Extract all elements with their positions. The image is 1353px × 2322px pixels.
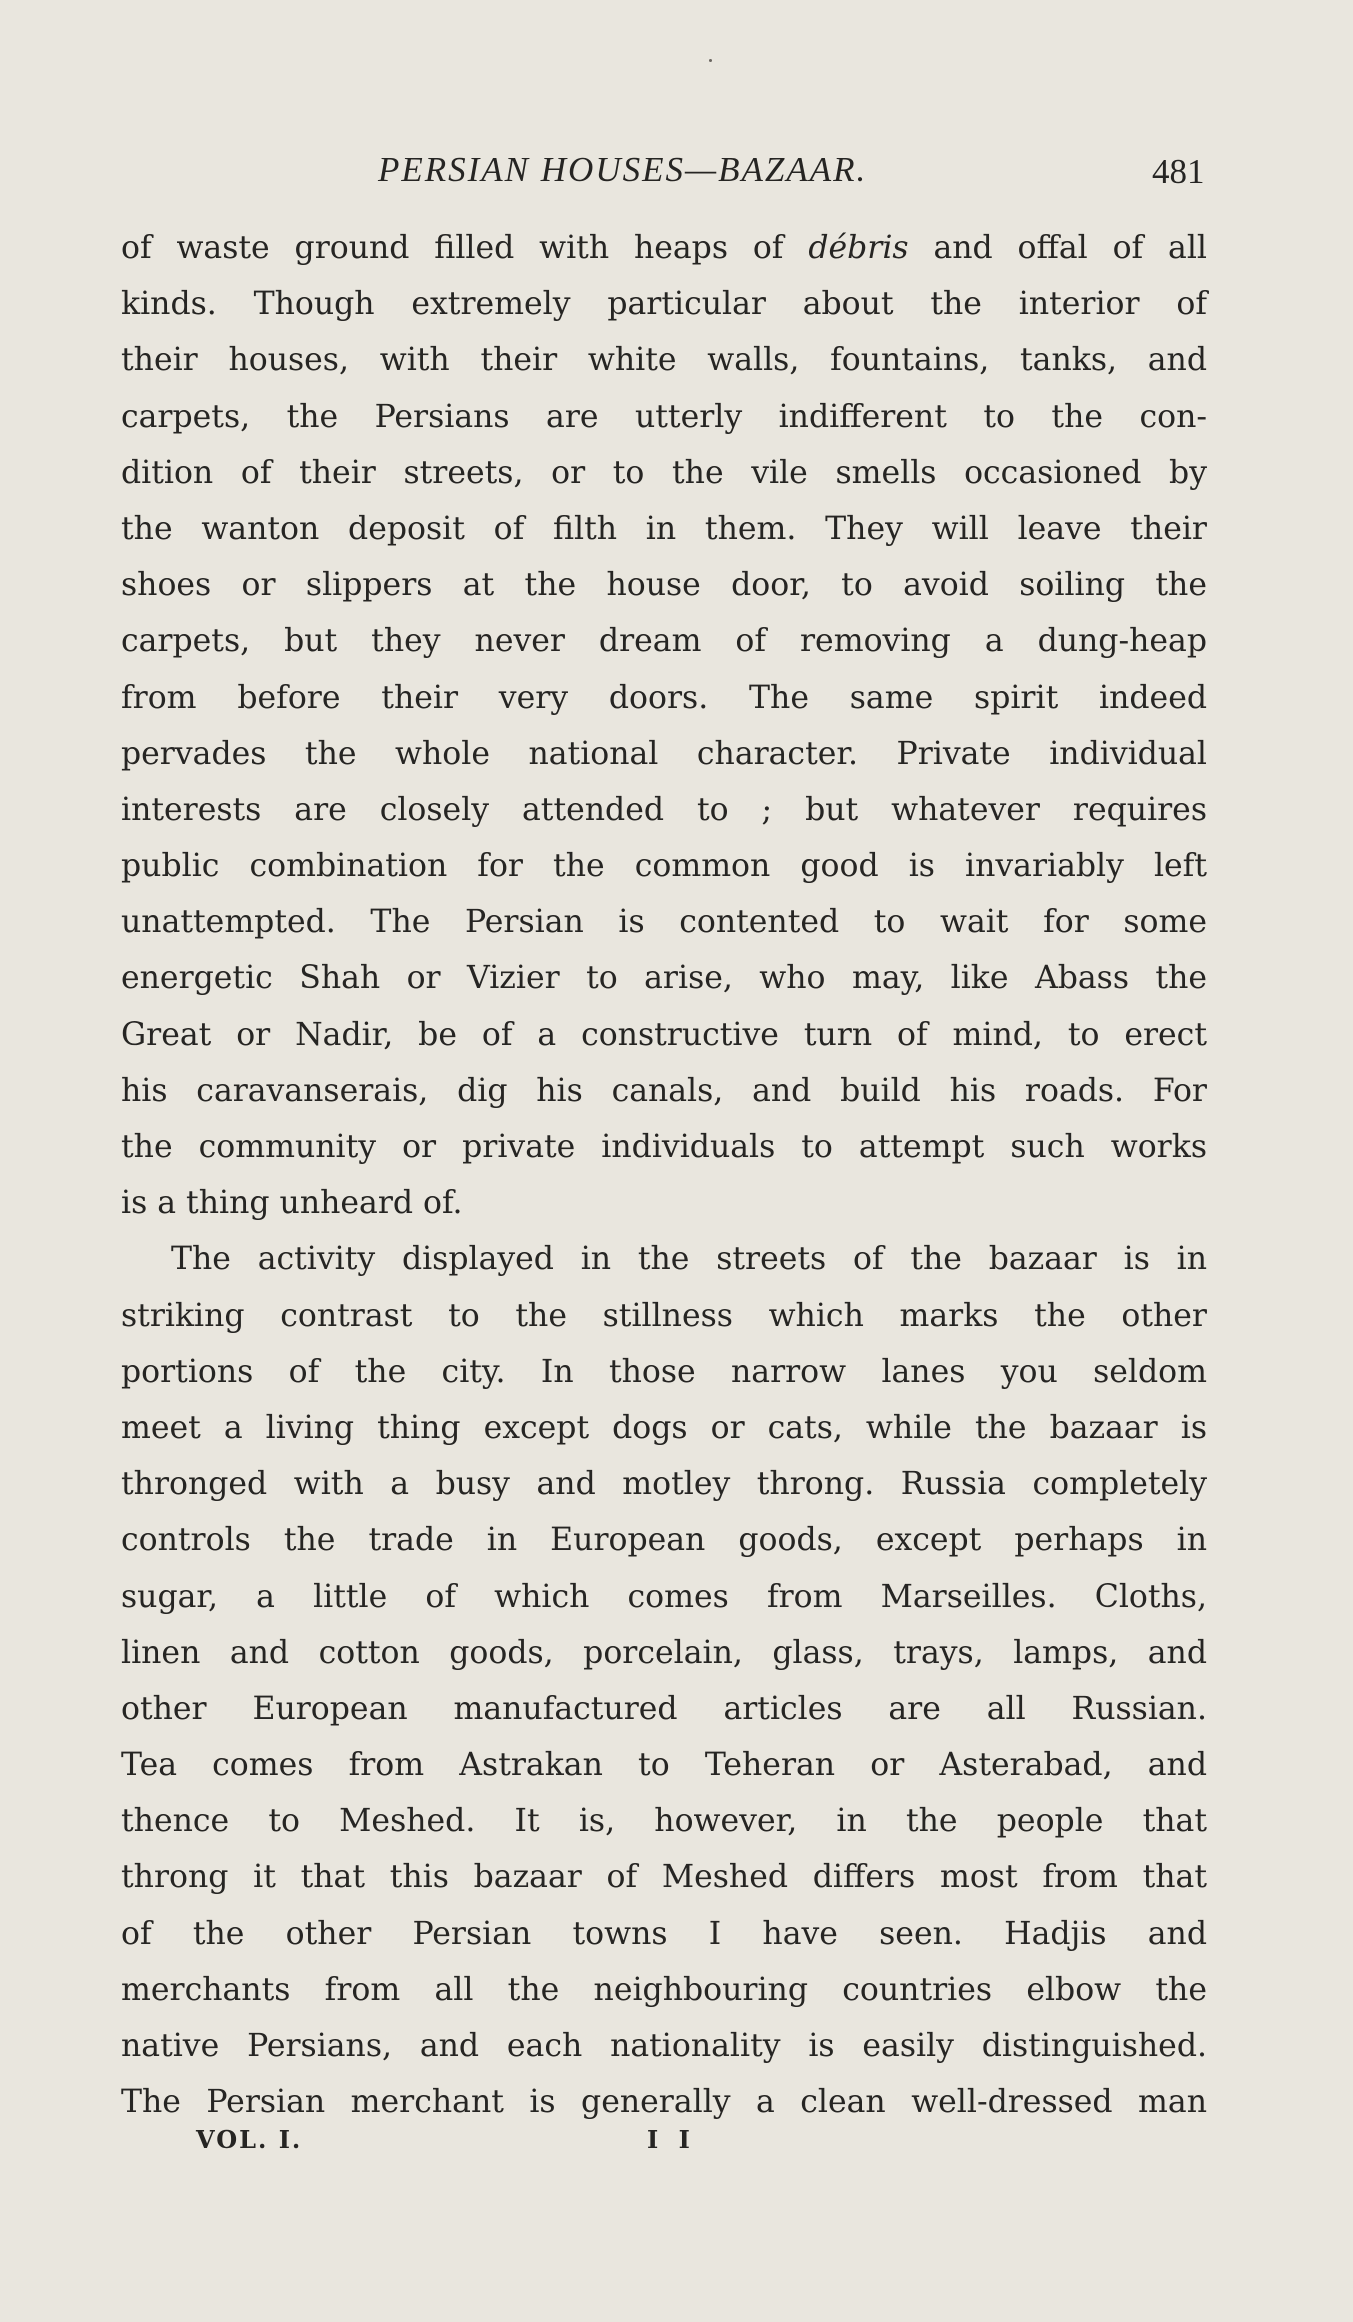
text-line: the community or private individuals to attempt such works	[121, 1129, 1207, 1165]
text-line: merchants from all the neighbouring countries elbow the	[121, 1971, 1207, 2008]
text-line: thence to Meshed. It is, however, in the people that	[121, 1803, 1207, 1840]
body-text	[121, 220, 1207, 2130]
text-line: of waste ground filled with heaps of débris and offal of all	[121, 230, 1207, 266]
text-line: shoes or slippers at the house door, to avoid soiling the	[121, 567, 1207, 604]
text-line: linen and cotton goods, porcelain, glass, trays, lamps, and	[121, 1634, 1207, 1671]
italic-word: débris	[808, 230, 909, 266]
running-title: PERSIAN HOUSES—BAZAAR.	[378, 150, 868, 189]
text-line: thronged with a busy and motley throng. Russia completely	[121, 1466, 1207, 1503]
text-line: native Persians, and each nationality is easily distinguished.	[121, 2028, 1207, 2064]
text-line: carpets, the Persians are utterly indifferent to the con-	[121, 398, 1207, 435]
text-line: energetic Shah or Vizier to arise, who may, like Abass the	[121, 960, 1207, 997]
page-footer	[0, 2122, 1353, 2162]
text-line: their houses, with their white walls, fountains, tanks, and	[121, 342, 1207, 379]
text-line: striking contrast to the stillness which marks the other	[121, 1297, 1207, 1334]
text-line: of the other Persian towns I have seen. Hadjis and	[121, 1915, 1207, 1952]
text-line: kinds. Though extremely particular about the interior of	[121, 286, 1207, 323]
text-line: is a thing unheard of.	[121, 1185, 463, 1222]
signature-mark: I I	[647, 2125, 696, 2154]
text-line: throng it that this bazaar of Meshed differs most from that	[121, 1859, 1207, 1896]
text-line: dition of their streets, or to the vile smells occasioned by	[121, 454, 1207, 491]
text-line: portions of the city. In those narrow lanes you seldom	[121, 1353, 1207, 1390]
text-line: interests are closely attended to ; but whatever requires	[121, 791, 1207, 828]
text-line: meet a living thing except dogs or cats, while the bazaar is	[121, 1409, 1207, 1446]
text-line: The Persian merchant is generally a clean well-dressed man	[121, 2084, 1207, 2121]
text-line: Great or Nadir, be of a constructive turn of mind, to erect	[121, 1016, 1207, 1053]
text-line: his caravanserais, dig his canals, and build his roads. For	[121, 1072, 1207, 1109]
text-line: carpets, but they never dream of removing a dung-heap	[121, 623, 1207, 660]
text-line: Tea comes from Astrakan to Teheran or Asterabad, and	[121, 1747, 1207, 1784]
text-line: controls the trade in European goods, except perhaps in	[121, 1522, 1207, 1559]
text-line: other European manufactured articles are all Russian.	[121, 1690, 1207, 1727]
text-line: pervades the whole national character. Private individual	[121, 735, 1207, 772]
text-line: sugar, a little of which comes from Marseilles. Cloths,	[121, 1578, 1207, 1615]
page-number: 481	[1152, 152, 1205, 191]
text-line: public combination for the common good is invariably left	[121, 848, 1207, 885]
paper-speck	[709, 59, 712, 62]
text-line: unattempted. The Persian is contented to wait for some	[121, 904, 1207, 941]
volume-label: VOL. I.	[196, 2125, 303, 2154]
text-line: from before their very doors. The same spirit indeed	[121, 679, 1207, 716]
text-line: The activity displayed in the streets of the bazaar is in	[171, 1241, 1207, 1278]
running-head	[0, 148, 1353, 198]
text-line: the wanton deposit of filth in them. They will leave their	[121, 510, 1207, 547]
